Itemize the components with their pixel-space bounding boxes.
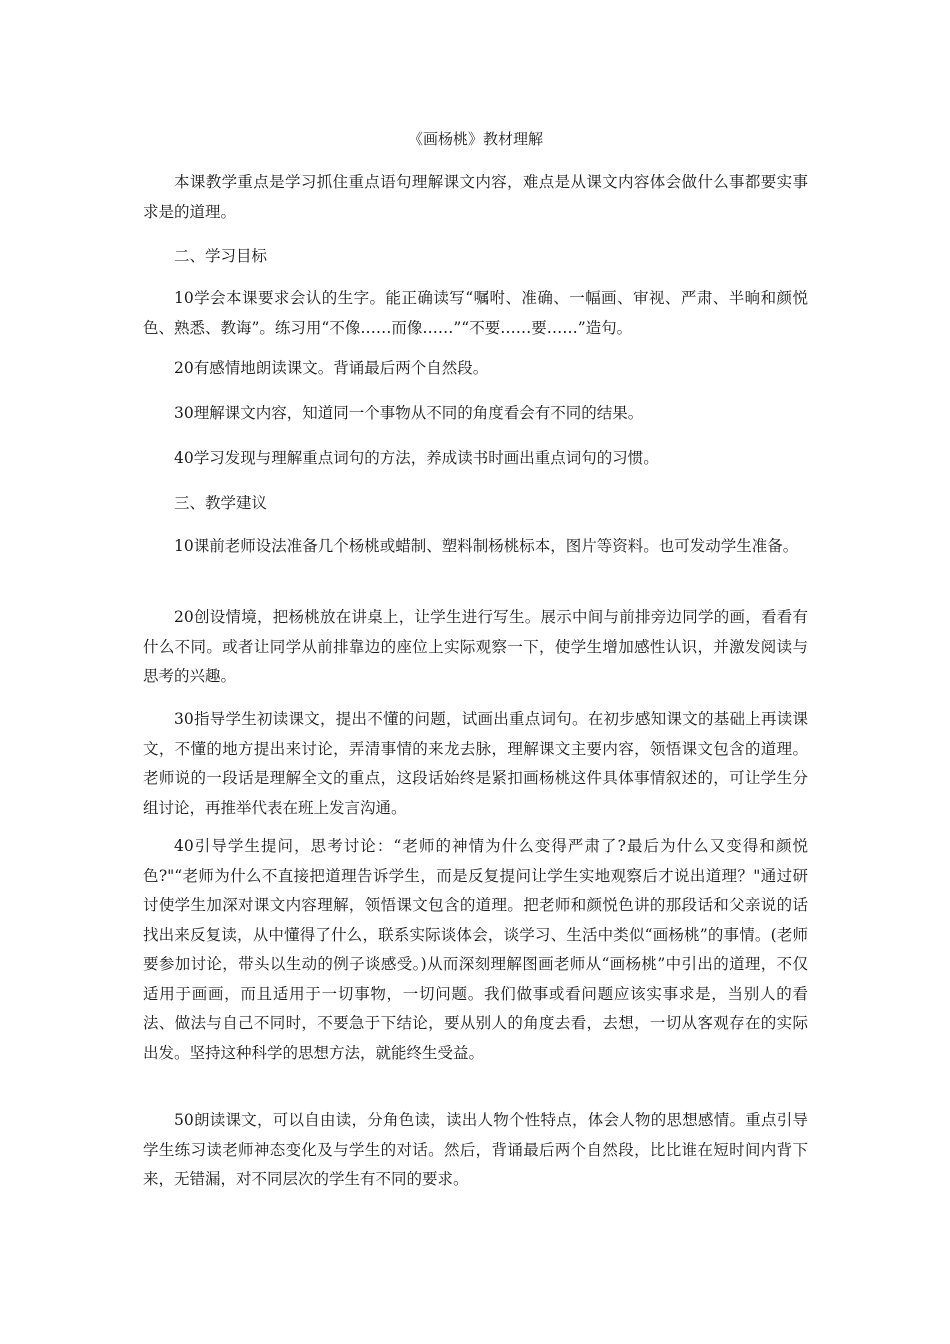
goal-item-1: 10学会本课要求会认的生字。能正确读写“嘱咐、准确、一幅画、审视、严肃、半晌和颜悦色、熟悉、教诲”。练习用“不像……而像……”“不要……要……”造句。 (143, 289, 808, 337)
section-heading-learning-goals: 二、学习目标 (174, 247, 268, 265)
suggestion-item-3: 30指导学生初读课文，提出不懂的问题，试画出重点词句。在初步感知课文的基础上再读课文，不懂的地方提出来讨论，弄清事情的来龙去脉，理解课文主要内容，领悟课文包含的道理。老师说的一段话是理解全文的重点，这段话始终是紧扣画杨桃这件具体事情叙述的，可让学生分组讨论，再推举代表在班上发言沟通。 (143, 710, 808, 817)
suggestion-item-5: 50朗读课文，可以自由读，分角色读，读出人物个性特点，体会人物的思想感情。重点引导学生练习读老师神态变化及与学生的对话。然后，背诵最后两个自然段，比比谁在短时间内背下来，无错漏，对不同层次的学生有不同的要求。 (143, 1111, 808, 1188)
document-title: 《画杨桃》教材理解 (407, 130, 543, 148)
goal-item-4: 40学习发现与理解重点词句的方法，养成读书时画出重点词句的习惯。 (174, 449, 659, 467)
goal-item-3: 30理解课文内容，知道同一个事物从不同的角度看会有不同的结果。 (174, 404, 644, 422)
intro-paragraph: 本课教学重点是学习抓住重点语句理解课文内容，难点是从课文内容体会做什么事都要实事求是的道理。 (143, 173, 808, 221)
section-heading-teaching-suggestions: 三、教学建议 (174, 494, 268, 512)
suggestion-item-1: 10课前老师设法准备几个杨桃或蜡制、塑料制杨桃标本，图片等资料。也可发动学生准备。 (174, 537, 799, 555)
goal-item-2: 20有感情地朗读课文。背诵最后两个自然段。 (174, 359, 489, 377)
suggestion-item-2: 20创设情境，把杨桃放在讲桌上，让学生进行写生。展示中间与前排旁边同学的画，看看有什么不同。或者让同学从前排靠边的座位上实际观察一下，使学生增加感性认识，并激发阅读与思考的兴趣。 (143, 608, 808, 685)
suggestion-item-4: 40引导学生提问，思考讨论：“老师的神情为什么变得严肃了?最后为什么又变得和颜悦色?"“老师为什么不直接把道理告诉学生，而是反复提问让学生实地观察后才说出道理？"通过研讨使学生加深对课文内容理解，领悟课文包含的道理。把老师和颜悦色讲的那段话和父亲说的话找出来反复读，从中懂得了什么，联系实际谈体会，谈学习、生活中类似“画杨桃”的事情。(老师要参加讨论，带头以生动的例子谈感受。)从而深刻理解图画老师从“画杨桃”中引出的道理，不仅适用于画画，而且适用于一切事物，一切问题。我们做事或看问题应该实事求是，当别人的看法、做法与自己不同时，不要急于下结论，要从别人的角度去看，去想，一切从客观存在的实际出发。坚持这种科学的思想方法，就能终生受益。 (143, 837, 808, 1062)
